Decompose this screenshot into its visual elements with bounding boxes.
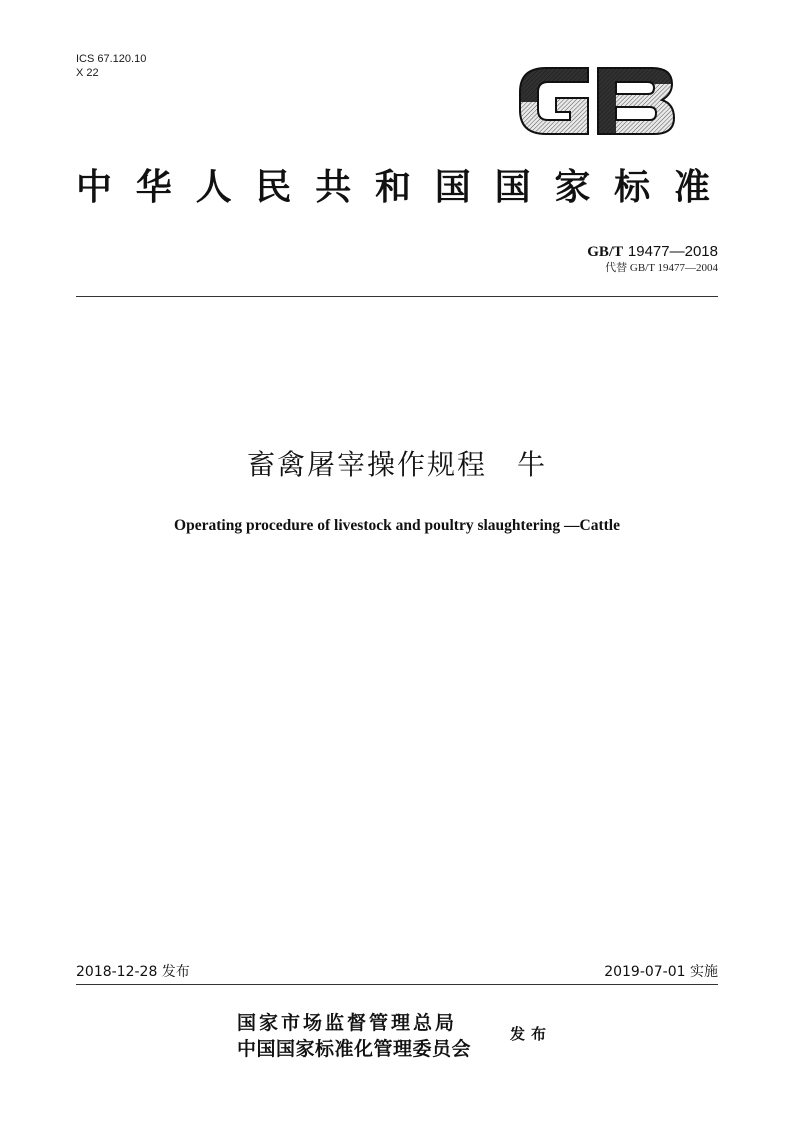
country-title: 中华人民共和国国家标准 [76, 166, 720, 208]
issuing-authorities [237, 1010, 471, 1062]
top-divider [76, 296, 718, 297]
title-english: Operating procedure of livestock and poultry slaughtering —Cattle [174, 517, 620, 534]
standard-prefix: GB/T [587, 244, 624, 260]
bottom-divider [76, 984, 718, 985]
replaces-standard: 代替 GB/T 19477—2004 [605, 262, 718, 274]
publish-label: 发布 [510, 1025, 553, 1043]
implementation-date: 2019-07-01 实施 [604, 964, 718, 980]
issue-date: 2018-12-28 发布 [76, 964, 190, 980]
ccs-code: X 22 [76, 67, 99, 79]
ics-code: ICS 67.120.10 [76, 53, 147, 65]
title-chinese: 畜禽屠宰操作规程 牛 [246, 448, 547, 481]
standard-number [587, 242, 718, 261]
gb-logo [516, 62, 676, 140]
classification-codes [76, 52, 146, 80]
standard-code: 19477—2018 [627, 243, 718, 260]
issuer-sac: 中国国家标准化管理委员会 [237, 1038, 472, 1060]
issuer-samr: 国家市场监督管理总局 [237, 1012, 458, 1034]
